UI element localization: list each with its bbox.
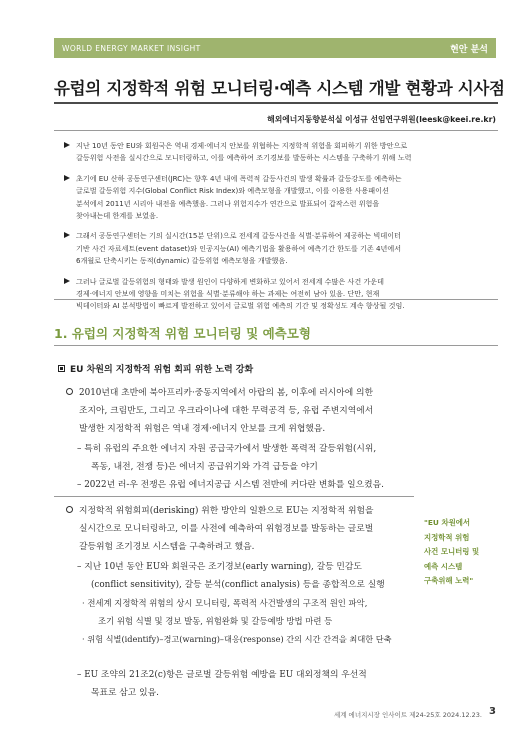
dot-item	[82, 630, 392, 648]
dash-item	[77, 440, 376, 476]
paragraph-line: – 2022년 러-우 전쟁은 유럽 에너지공급 시스템 전반에 커다란 변화를 일으켰음.	[77, 480, 384, 490]
summary-line: 경제·에너지 안보에 영향을 미치는 위험을 식별·분류해야 하는 과제는 여전히 남아 있음. 단만, 현재	[76, 289, 380, 299]
paragraph-divider	[54, 496, 414, 497]
paragraph-line: · 위험 식별(identify)–경고(warning)–대응(response) 간의 시간 간격을 최대한 단축	[82, 634, 392, 644]
triangle-bullet-icon	[64, 232, 70, 238]
dash-item	[77, 476, 384, 494]
section-heading: 1. 유럽의 지정학적 위험 모니터링 및 예측모형	[54, 326, 311, 341]
square-bullet-icon	[58, 365, 65, 372]
section-rule	[54, 345, 498, 346]
paragraph-line: 조기 위험 식별 및 경보 발동, 위험완화 및 갈등예방 방법 마련 등	[98, 616, 333, 626]
paragraph-line: – 지난 10년 동안 EU와 회원국은 조기경보(early warning), 갈등 민감도	[77, 562, 362, 572]
summary-bottom-rule	[54, 299, 498, 300]
triangle-bullet-icon	[64, 278, 70, 284]
page-number: 3	[489, 706, 496, 717]
pull-quote-line: 지정학적 위험	[424, 532, 470, 542]
triangle-bullet-icon	[64, 175, 70, 181]
paragraph-line: 실시간으로 모니터링하고, 이를 사전에 예측하여 위험경보를 발동하는 글로벌	[79, 524, 374, 534]
footer-publication: 세계 에너지시장 인사이트 제24-25호 2024.12.23.	[333, 711, 482, 719]
paragraph-line: – 특히 유럽의 주요한 에너지 자원 공급국가에서 발생한 폭력적 갈등위험(시위,	[77, 444, 377, 454]
pull-quote-line: 예측 시스템	[424, 561, 463, 571]
pull-quote-line: "EU 차원에서	[424, 518, 471, 527]
paragraph-line: 폭동, 내전, 전쟁 등)은 에너지 공급위기와 가격 급등을 야기	[91, 462, 318, 472]
pull-quote-line: 구축위해 노력"	[424, 576, 474, 585]
paragraph-line: · 전세계 지정학적 위험의 상시 모니터링, 폭력적 사건발생의 구조적 원인 파악,	[82, 598, 368, 608]
paragraph-line: 조지아, 크림반도, 그리고 우크라이나에 대한 무력공격 등, 유럽 주변지역에서	[79, 406, 374, 416]
pull-quote-line: 사건 모니터링 및	[424, 547, 480, 556]
dash-item	[77, 558, 385, 594]
circle-bullet-icon	[66, 506, 73, 513]
paragraph-line: 2010년대 초반에 북아프리카·중동지역에서 아랍의 봄, 이후에 러시아에 의한	[79, 388, 373, 398]
header-bar	[54, 38, 496, 58]
summary-line: 지난 10년 동안 EU와 회원국은 역내 경제·에너지 안보를 위협하는 지정학적 위험을 회피하기 위한 방안으로	[76, 141, 408, 150]
title-rule	[54, 102, 498, 104]
summary-line: 그러나 글로벌 갈등위험의 형태와 발생 원인이 다양하게 변화하고 있어서 전세계 수많은 사건 가운데	[76, 276, 385, 286]
paragraph-line: 목표로 삼고 있음.	[91, 688, 159, 698]
circle-bullet-icon	[66, 388, 73, 395]
dot-item	[82, 594, 367, 630]
summary-line: 분석에서 2011년 시리아 내전을 예측했음. 그러나 위험지수가 연간으로 발표되어 갑작스런 위험을	[76, 198, 380, 208]
paragraph-line: 지정학적 위험회피(derisking) 위한 방안의 일환으로 EU는 지정학적 위험을	[79, 506, 374, 516]
summary-box	[62, 140, 494, 321]
summary-line: 6개월로 단축시키는 동적(dynamic) 갈등위험 예측모형을 개발했음.	[76, 256, 288, 266]
summary-line: 기반 사건 자료세트(event dataset)와 인공지능(AI) 예측기법을 활용하여 예측기간 한도를 기존 4년에서	[76, 243, 402, 253]
summary-line: 갈등위험 사전을 실시간으로 모니터링하고, 이를 예측하여 조기경보를 발동하는 시스템을 구축하기 위해 노력	[76, 153, 412, 163]
summary-item	[62, 173, 494, 223]
paragraph-line: 갈등위험 조기경보 시스템을 구축하려고 했음.	[79, 542, 255, 552]
subheading-text: EU 차원의 지정학적 위험 회피 위한 노력 강화	[70, 365, 254, 375]
subheading	[58, 362, 253, 375]
summary-line: 초기에 EU 산하 공동연구센터(JRC)는 향후 4년 내에 폭력적 갈등사건의 발생 확률과 갈등강도를 예측하는	[76, 173, 402, 183]
paragraph-line: (conflict sensitivity), 갈등 분석(conflict analysis) 등을 종합적으로 실행	[91, 580, 385, 590]
paragraph-line: – EU 조약의 21조2(c)항은 글로벌 갈등위험 예방을 EU 대외정책의 우선적	[77, 670, 367, 680]
summary-item	[62, 276, 494, 313]
paragraph	[66, 384, 436, 438]
section-label: 현안 분석	[450, 44, 488, 55]
publication-name: WORLD ENERGY MARKET INSIGHT	[62, 43, 201, 53]
summary-line: 찾아내는데 한계를 보였음.	[76, 211, 159, 221]
summary-line: 그래서 공동연구센터는 기의 실시간(15분 단위)으로 전세계 갈등사건을 식별·분류하여 제공하는 빅데이터	[76, 231, 401, 241]
summary-item	[62, 230, 494, 267]
paragraph	[66, 502, 416, 556]
page-title: 유럽의 지정학적 위험 모니터링·예측 시스템 개발 현황과 시사점	[54, 79, 505, 98]
pull-quote	[424, 516, 508, 589]
triangle-bullet-icon	[64, 142, 70, 148]
dash-item	[77, 666, 367, 702]
paragraph-line: 발생한 지정학적 위험은 역내 경제·에너지 안보를 크게 위협했음.	[79, 424, 326, 434]
summary-line: 글로벌 갈등위험 지수(Global Conflict Risk Index)와 예측모형을 개발했고, 이를 이용한 사용패이션	[76, 186, 389, 196]
summary-top-rule	[54, 130, 498, 131]
summary-item	[62, 140, 494, 165]
author-line: 해외에너지동향분석실 이성규 선임연구위원(leesk@keei.re.kr)	[267, 115, 496, 124]
summary-line: 빅데이터와 AI 분석방법이 빠르게 발전하고 있어서 글로벌 위험 예측의 기간 및 정확성도 계속 향상될 것임.	[76, 301, 405, 311]
